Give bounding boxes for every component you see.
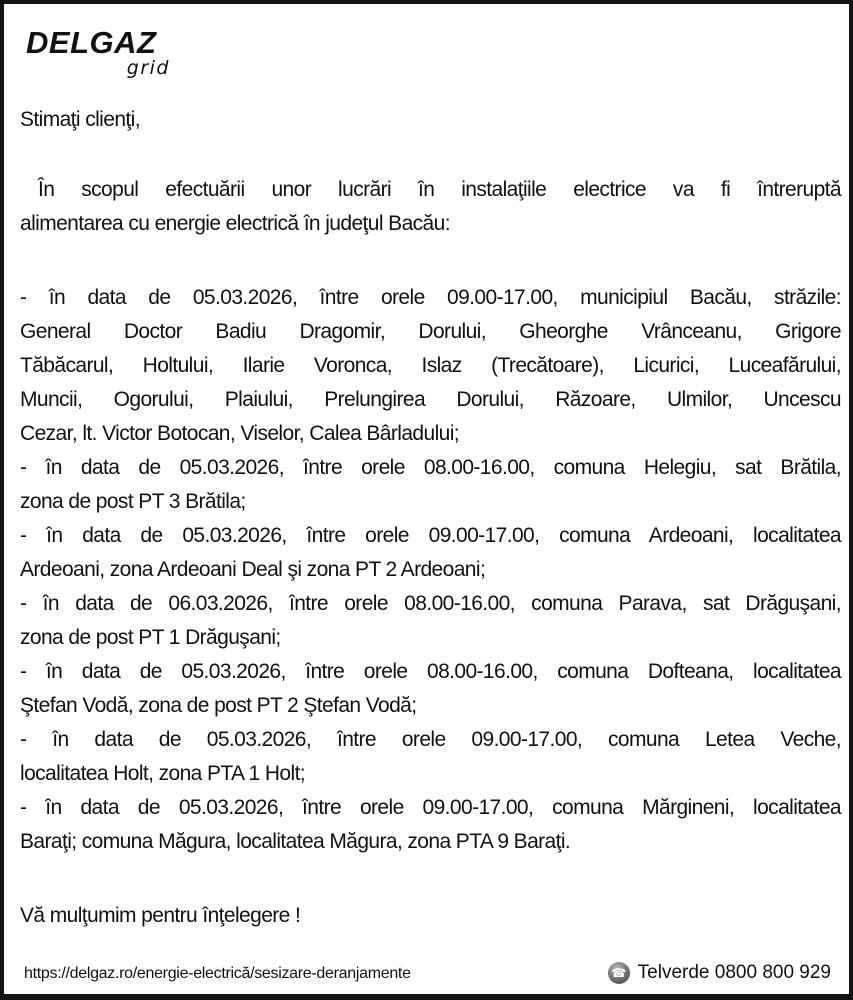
announcement-line: Ardeoani, zona Ardeoani Deal şi zona PT 2 Ardeoani; xyxy=(20,558,486,581)
announcement-line: zona de post PT 1 Drăguşani; xyxy=(20,626,281,649)
announcement-line: General Doctor Badiu Dragomir, Dorului, Gheorghe Vrânceanu, Grigore xyxy=(20,320,841,343)
announcement-line: - în data de 05.03.2026, între orele 08.00-16.00, comuna Dofteana, localitatea xyxy=(20,660,841,683)
intro-line-2: alimentarea cu energie electrică în judeţul Bacău: xyxy=(20,212,450,235)
fault-report-link[interactable]: https://delgaz.ro/energie-electrică/sesizare-deranjamente xyxy=(24,965,411,982)
hotline-number[interactable]: Telverde 0800 800 929 xyxy=(637,962,831,983)
greeting: Stimaţi clienţi, xyxy=(20,108,140,131)
announcement-line: - în data de 05.03.2026, între orele 09.00-17.00, comuna Letea Veche, xyxy=(20,728,841,751)
logo-brand: DELGAZ xyxy=(26,25,157,60)
intro-line-1: În scopul efectuării unor lucrări în instalaţiile electrice va fi întreruptă xyxy=(38,178,841,201)
closing-message: Vă mulţumim pentru înţelegere ! xyxy=(20,904,301,927)
hotline xyxy=(608,962,831,984)
announcement-line: - în data de 05.03.2026, între orele 08.00-16.00, comuna Helegiu, sat Brătila, xyxy=(20,456,841,479)
announcement-line: Cezar, lt. Victor Botocan, Viselor, Calea Bârladului; xyxy=(20,422,460,445)
announcement-line: - în data de 05.03.2026, între orele 09.00-17.00, comuna Ardeoani, localitatea xyxy=(20,524,841,547)
announcement-line: - în data de 06.03.2026, între orele 08.00-16.00, comuna Parava, sat Drăguşani, xyxy=(20,592,841,615)
delgaz-grid-logo xyxy=(26,26,176,82)
logo-sub: grid xyxy=(126,57,170,79)
announcement-line: Muncii, Ogorului, Plaiului, Prelungirea Dorului, Răzoare, Ulmilor, Uncescu xyxy=(20,388,841,411)
announcement-line: zona de post PT 3 Brătila; xyxy=(20,490,246,513)
announcement-line: - în data de 05.03.2026, între orele 09.00-17.00, municipiul Bacău, străzile: xyxy=(20,286,841,309)
announcement-line: Tăbăcarul, Holtului, Ilarie Voronca, Islaz (Trecătoare), Licurici, Luceafărului, xyxy=(20,354,841,377)
telephone-icon: ☎ xyxy=(608,962,630,984)
announcement-line: Baraţi; comuna Măgura, localitatea Măgura, zona PTA 9 Baraţi. xyxy=(20,830,571,853)
announcement-line: Ştefan Vodă, zona de post PT 2 Ştefan Vodă; xyxy=(20,694,417,717)
announcement-line: localitatea Holt, zona PTA 1 Holt; xyxy=(20,762,306,785)
announcement-line: - în data de 05.03.2026, între orele 09.00-17.00, comuna Mărgineni, localitatea xyxy=(20,796,841,819)
